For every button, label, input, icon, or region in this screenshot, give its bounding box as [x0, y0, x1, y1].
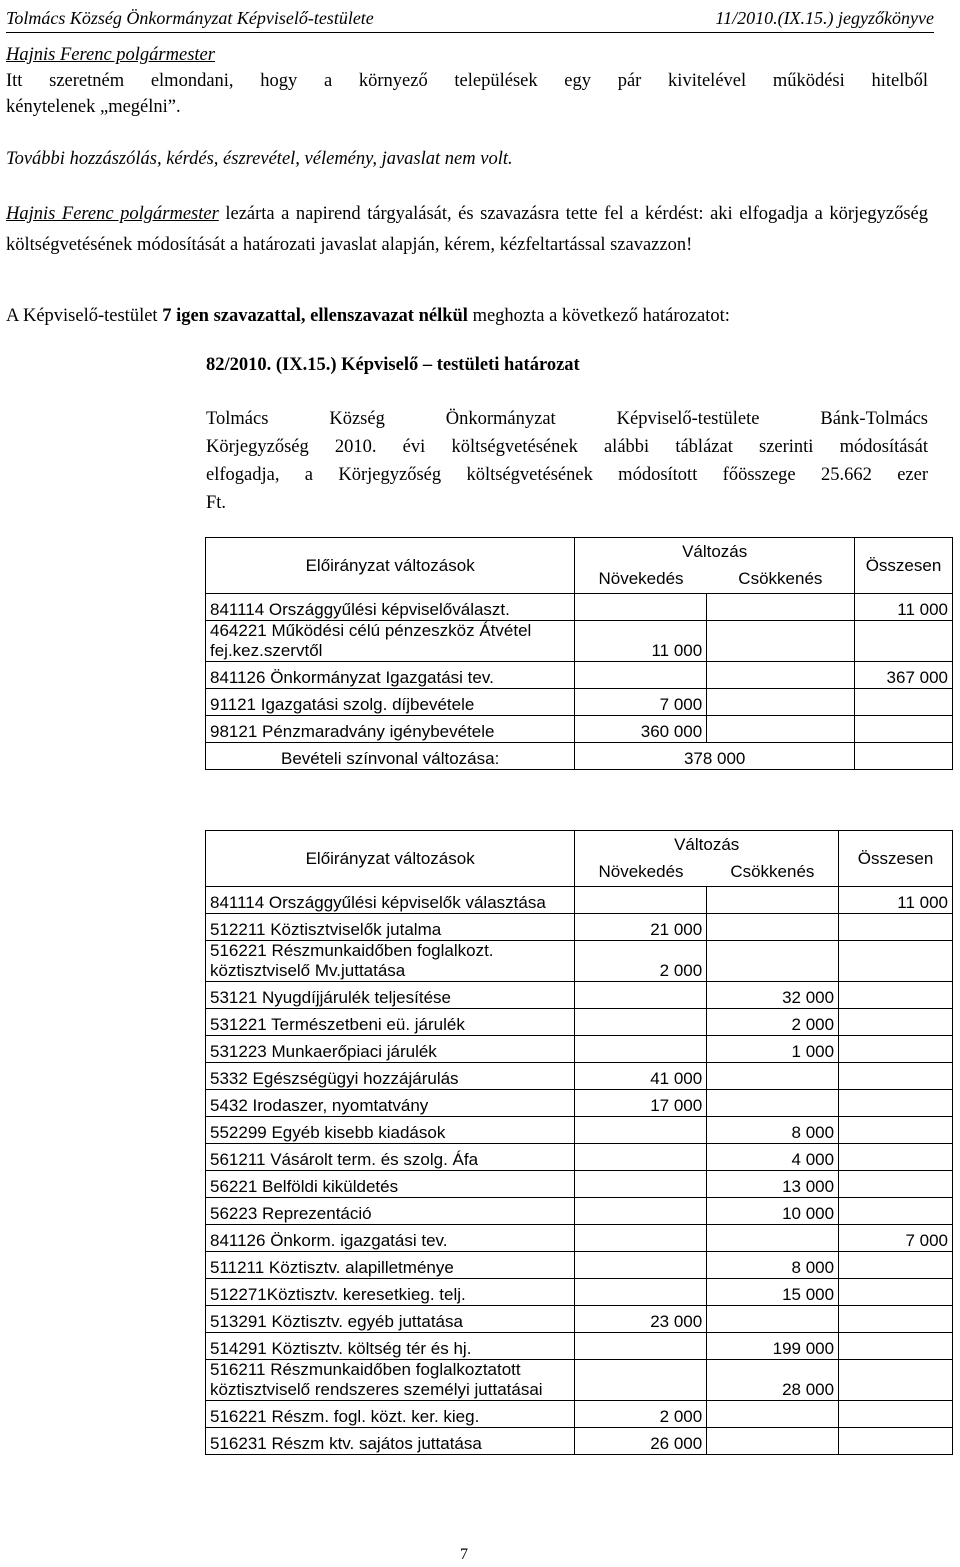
row-increase	[575, 1225, 707, 1252]
row-total	[855, 689, 953, 716]
speaker-name: Hajnis Ferenc polgármester	[6, 45, 215, 65]
row-total	[839, 1428, 953, 1455]
row-label: 841114 Országgyűlési képviselőválaszt.	[206, 594, 575, 621]
table-row	[206, 914, 953, 941]
row-increase	[575, 1036, 707, 1063]
row-total	[839, 1306, 953, 1333]
row-decrease: 8 000	[707, 1117, 839, 1144]
row-increase: 17 000	[575, 1090, 707, 1117]
row-decrease	[707, 662, 855, 689]
header-change: Változás	[575, 538, 855, 566]
row-label: 516211 Részmunkaidőben foglalkoztatott köztisztviselő rendszeres személyi juttatásai	[206, 1360, 575, 1401]
resolution-body	[206, 405, 928, 517]
row-total	[839, 1252, 953, 1279]
row-label: 841126 Önkormányzat Igazgatási tev.	[206, 662, 575, 689]
row-label: 514291 Köztisztv. költség tér és hj.	[206, 1333, 575, 1360]
resolution-line: Ft.	[206, 493, 227, 513]
row-label: 53121 Nyugdíjjárulék teljesítése	[206, 982, 575, 1009]
row-decrease: 4 000	[707, 1144, 839, 1171]
table-row	[206, 716, 953, 743]
row-total	[839, 1401, 953, 1428]
row-total	[839, 982, 953, 1009]
table-row	[206, 1225, 953, 1252]
row-total	[839, 1063, 953, 1090]
vote-result-text: meghozta a következő határozatot:	[467, 306, 730, 326]
row-label: 5332 Egészségügyi hozzájárulás	[206, 1063, 575, 1090]
row-increase	[575, 594, 707, 621]
row-increase: 41 000	[575, 1063, 707, 1090]
row-total	[839, 1360, 953, 1401]
row-label: 511211 Köztisztv. alapilletménye	[206, 1252, 575, 1279]
table-row	[206, 1428, 953, 1455]
row-increase: 23 000	[575, 1306, 707, 1333]
row-decrease	[707, 914, 839, 941]
table-row	[206, 1252, 953, 1279]
row-label: 56221 Belföldi kiküldetés	[206, 1171, 575, 1198]
row-increase	[575, 1252, 707, 1279]
row-label: 5432 Irodaszer, nyomtatvány	[206, 1090, 575, 1117]
table-header-row	[206, 831, 953, 859]
row-label: 531221 Természetbeni eü. járulék	[206, 1009, 575, 1036]
table-row	[206, 1401, 953, 1428]
resolution-line: elfogadja, a Körjegyzőség költségvetésének módosított főösszege 25.662 ezer	[206, 465, 928, 485]
table-header-row	[206, 538, 953, 566]
row-decrease	[707, 1428, 839, 1455]
row-increase: 26 000	[575, 1428, 707, 1455]
table-row	[206, 1333, 953, 1360]
header-decrease: Csökkenés	[707, 859, 839, 887]
vote-call-text: lezárta a napirend tárgyalását, és szavazásra tette fel a kérdést: aki elfogadja a körjegyzőség költségvetésének módosítását a határozati javaslat alapján, kérem, kézfeltartással szavazzon!	[6, 204, 928, 255]
row-decrease: 32 000	[707, 982, 839, 1009]
row-total	[855, 621, 953, 662]
summary-empty	[855, 743, 953, 770]
table-row	[206, 1144, 953, 1171]
row-label: 512271Köztisztv. keresetkieg. telj.	[206, 1279, 575, 1306]
row-label: 464221 Működési célú pénzeszköz Átvétel fej.kez.szervtől	[206, 621, 575, 662]
row-decrease: 1 000	[707, 1036, 839, 1063]
row-total: 11 000	[855, 594, 953, 621]
header-total: Összesen	[855, 538, 953, 594]
row-decrease: 15 000	[707, 1279, 839, 1306]
speaker-name: Hajnis Ferenc polgármester	[6, 204, 219, 224]
row-increase	[575, 1009, 707, 1036]
table-row	[206, 621, 953, 662]
row-label: 516231 Részm ktv. sajátos juttatása	[206, 1428, 575, 1455]
row-decrease: 199 000	[707, 1333, 839, 1360]
row-decrease	[707, 689, 855, 716]
row-label: 56223 Reprezentáció	[206, 1198, 575, 1225]
row-increase	[575, 1333, 707, 1360]
row-total	[839, 1117, 953, 1144]
row-increase	[575, 1171, 707, 1198]
row-total	[839, 1144, 953, 1171]
row-total: 11 000	[839, 887, 953, 914]
row-increase	[575, 982, 707, 1009]
vote-result-text: A Képviselő-testület	[6, 306, 163, 326]
table-row	[206, 1117, 953, 1144]
row-decrease: 28 000	[707, 1360, 839, 1401]
row-decrease	[707, 887, 839, 914]
row-label: 512211 Köztisztviselők jutalma	[206, 914, 575, 941]
row-decrease	[707, 1225, 839, 1252]
summary-label: Bevételi színvonal változása:	[206, 743, 575, 770]
row-decrease	[707, 594, 855, 621]
row-increase	[575, 1144, 707, 1171]
header-total: Összesen	[839, 831, 953, 887]
row-increase: 7 000	[575, 689, 707, 716]
row-increase: 360 000	[575, 716, 707, 743]
row-total	[855, 716, 953, 743]
table-row	[206, 1036, 953, 1063]
row-label: 841114 Országgyűlési képviselők választása	[206, 887, 575, 914]
row-increase: 2 000	[575, 1401, 707, 1428]
header-label: Előirányzat változások	[206, 538, 575, 594]
row-label: 516221 Részm. fogl. közt. ker. kieg.	[206, 1401, 575, 1428]
vote-count: 7 igen szavazattal, ellenszavazat nélkül	[162, 306, 468, 326]
table-row	[206, 1279, 953, 1306]
row-label: 841126 Önkorm. igazgatási tev.	[206, 1225, 575, 1252]
row-increase: 11 000	[575, 621, 707, 662]
row-total	[839, 1279, 953, 1306]
table-row	[206, 887, 953, 914]
vote-result	[6, 301, 928, 332]
row-label: 98121 Pénzmaradvány igénybevétele	[206, 716, 575, 743]
row-total: 7 000	[839, 1225, 953, 1252]
row-decrease	[707, 1063, 839, 1090]
table-row	[206, 1009, 953, 1036]
remark-line: Itt szeretném elmondani, hogy a környező települések egy pár kivitelével működési hitelből	[6, 71, 928, 91]
header-change: Változás	[575, 831, 839, 859]
row-decrease	[707, 941, 839, 982]
paragraph-vote-call	[6, 199, 928, 261]
row-label: 531223 Munkaerőpiaci járulék	[206, 1036, 575, 1063]
page-number: 7	[460, 1546, 468, 1563]
row-increase	[575, 1198, 707, 1225]
row-increase: 2 000	[575, 941, 707, 982]
row-label: 513291 Köztisztv. egyéb juttatása	[206, 1306, 575, 1333]
table-row	[206, 594, 953, 621]
row-total	[839, 1171, 953, 1198]
row-decrease	[707, 716, 855, 743]
header-minutes-id: 11/2010.(IX.15.) jegyzőkönyve	[715, 8, 934, 28]
row-decrease	[707, 621, 855, 662]
row-decrease: 8 000	[707, 1252, 839, 1279]
row-decrease: 10 000	[707, 1198, 839, 1225]
revenue-table	[205, 537, 953, 770]
table-row	[206, 982, 953, 1009]
resolution-title: 82/2010. (IX.15.) Képviselő – testületi határozat	[206, 355, 580, 375]
row-total	[839, 1090, 953, 1117]
table-row	[206, 689, 953, 716]
row-total	[839, 941, 953, 982]
row-decrease: 13 000	[707, 1171, 839, 1198]
row-increase	[575, 887, 707, 914]
table-row	[206, 1198, 953, 1225]
header-increase: Növekedés	[575, 566, 707, 594]
table-row	[206, 1360, 953, 1401]
header-label: Előirányzat változások	[206, 831, 575, 887]
row-label: 561211 Vásárolt term. és szolg. Áfa	[206, 1144, 575, 1171]
no-more-comments: További hozzászólás, kérdés, észrevétel, vélemény, javaslat nem volt.	[6, 149, 513, 169]
summary-row	[206, 743, 953, 770]
header-decrease: Csökkenés	[707, 566, 855, 594]
row-increase	[575, 1117, 707, 1144]
row-total	[839, 1009, 953, 1036]
row-decrease: 2 000	[707, 1009, 839, 1036]
header-title: Tolmács Község Önkormányzat Képviselő-testülete	[6, 8, 374, 28]
remark-line: kénytelenek „megélni”.	[6, 97, 181, 117]
summary-value: 378 000	[575, 743, 855, 770]
row-decrease	[707, 1401, 839, 1428]
row-decrease	[707, 1090, 839, 1117]
resolution-line: Tolmács Község Önkormányzat Képviselő-testülete Bánk-Tolmács	[206, 409, 928, 429]
row-total	[839, 1333, 953, 1360]
row-total	[839, 1036, 953, 1063]
row-decrease	[707, 1306, 839, 1333]
row-increase	[575, 662, 707, 689]
row-label: 516221 Részmunkaidőben foglalkozt. köztisztviselő Mv.juttatása	[206, 941, 575, 982]
table-row	[206, 1063, 953, 1090]
table-row	[206, 662, 953, 689]
row-increase: 21 000	[575, 914, 707, 941]
row-label: 552299 Egyéb kisebb kiadások	[206, 1117, 575, 1144]
row-total	[839, 1198, 953, 1225]
table-row	[206, 1090, 953, 1117]
table-row	[206, 1306, 953, 1333]
resolution-line: Körjegyzőség 2010. évi költségvetésének alábbi táblázat szerinti módosítását	[206, 437, 928, 457]
header-increase: Növekedés	[575, 859, 707, 887]
table-row	[206, 941, 953, 982]
row-increase	[575, 1360, 707, 1401]
row-label: 91121 Igazgatási szolg. díjbevétele	[206, 689, 575, 716]
paragraph-speaker-remark	[6, 42, 928, 120]
row-total	[839, 914, 953, 941]
page-header	[6, 4, 934, 33]
row-increase	[575, 1279, 707, 1306]
row-total: 367 000	[855, 662, 953, 689]
table-row	[206, 1171, 953, 1198]
expenditure-table	[205, 830, 953, 1455]
